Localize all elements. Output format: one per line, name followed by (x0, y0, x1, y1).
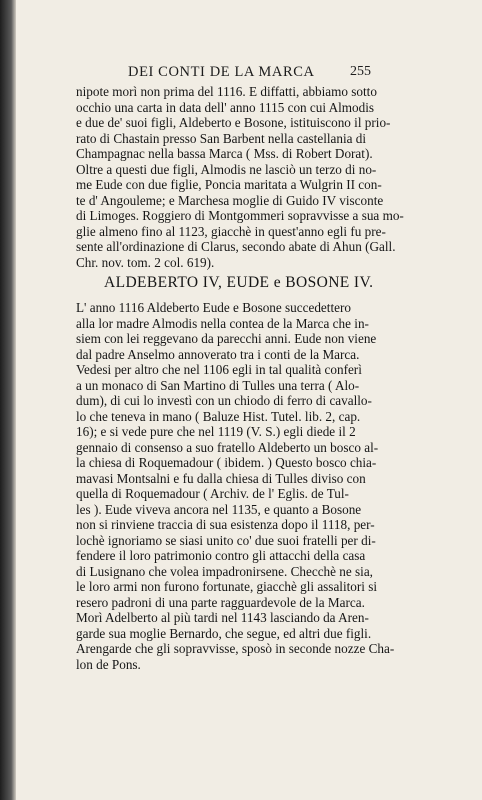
text-line: rato di Chastain presso San Barbent nella castellania di (76, 130, 367, 146)
text-line: di Lusignano che volea impadronirsene. Checchè ne sia, (76, 563, 373, 579)
text-line: Arengarde che gli sopravvisse, sposò in seconde nozze Cha- (76, 641, 395, 656)
text-line: me Eude con due figlie, Poncia maritata a Wulgrin II con- (76, 177, 382, 192)
text-line: dum), di cui lo investì con un chiodo di ferro di cavallo- (76, 393, 372, 408)
text-line: e due de' suoi figli, Aldeberto e Bosone, istituiscono il prio- (76, 115, 391, 130)
text-line: Champagnac nella bassa Marca ( Mss. di Robert Dorat). (76, 146, 373, 161)
text-line: glie almeno fino al 1123, giacchè in quest'anno egli fu pre- (76, 223, 386, 239)
page-header (16, 64, 482, 82)
text-line: te d' Angouleme; e Marchesa moglie di Guido IV visconte (76, 192, 384, 208)
text-line: a un monaco di San Martino di Tulles una terra ( Alo- (76, 377, 360, 393)
text-line: di Limoges. Roggiero di Montgommeri sopravvisse a sua mo- (76, 208, 404, 223)
text-line: nipote morì non prima del 1116. E diffatti, abbiamo sotto (76, 84, 377, 99)
book-gutter-shadow (0, 0, 16, 800)
text-line: la chiesa di Roquemadour ( ibidem. ) Questo bosco chia- (76, 455, 377, 470)
text-line: occhio una carta in data dell' anno 1115 con cui Almodis (76, 99, 375, 115)
text-line: Morì Adelberto al più tardi nel 1143 lasciando da Aren- (76, 610, 369, 625)
book-page (16, 0, 482, 800)
section-heading: ALDEBERTO IV, EUDE e BOSONE IV. (104, 274, 374, 291)
paragraph-1 (76, 84, 428, 270)
text-line: dal padre Anselmo annoverato tra i conti de la Marca. (76, 346, 360, 362)
text-line: siem con lei reggevano da parecchi anni. Eude non viene (76, 331, 377, 346)
text-line: Vedesi per altro che nel 1106 egli in tal qualità conferì (76, 362, 362, 377)
paragraph-2 (76, 300, 428, 672)
text-line: le loro armi non furono fortunate, giacchè gli assalitori si (76, 579, 378, 594)
text-line: quella di Roquemadour ( Archiv. de l' Eglis. de Tul- (76, 486, 349, 501)
running-title: DEI CONTI DE LA MARCA (128, 64, 315, 80)
text-line: non si rinviene traccia di sua esistenza dopo il 1118, per- (76, 517, 375, 532)
text-line: fendere il loro patrimonio contro gli attacchi della casa (76, 548, 366, 563)
text-line: mavasi Montsalni e fu dalla chiesa di Tulles diviso con (76, 470, 366, 486)
text-line: alla lor madre Almodis nella contea de la Marca che in- (76, 315, 369, 331)
text-line: 16); e si vede pure che nel 1119 (V. S.) egli diede il 2 (76, 424, 356, 439)
text-line: Oltre a questi due figli, Almodis ne lasciò un terzo di no- (76, 161, 377, 177)
text-line: gennaio di consenso a suo fratello Aldeberto un bosco al- (76, 439, 379, 455)
text-line: resero padroni di una parte ragguardevole de la Marca. (76, 594, 365, 610)
text-line: L' anno 1116 Aldeberto Eude e Bosone succedettero (76, 300, 351, 315)
text-line: Chr. nov. tom. 2 col. 619). (76, 254, 215, 270)
text-line: les ). Eude viveva ancora nel 1135, e quanto a Bosone (76, 501, 362, 517)
page-number: 255 (350, 64, 371, 79)
text-line: lo che teneva in mano ( Baluze Hist. Tutel. lib. 2, cap. (76, 408, 361, 424)
text-line: lochè ignoriamo se siasi unito co' due suoi fratelli per di- (76, 532, 376, 548)
text-line: lon de Pons. (76, 656, 141, 672)
text-line: sente all'ordinazione di Clarus, secondo abate di Ahun (Gall. (76, 239, 396, 254)
text-line: garde sua moglie Bernardo, che segue, ed altri due figli. (76, 625, 372, 641)
